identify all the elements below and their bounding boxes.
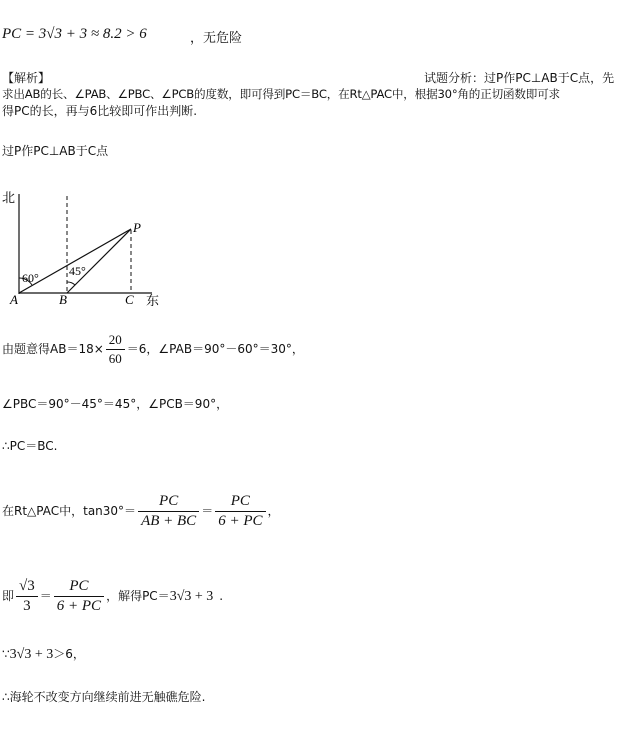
result-formula-text: PC = 3√3 + 3 ≈ 8.2 > 6 <box>2 26 147 42</box>
fraction-den: 60 <box>108 351 122 366</box>
fraction-num: PC <box>54 578 104 597</box>
segment-bp <box>67 229 131 293</box>
fraction-num: √3 <box>16 578 38 597</box>
calc-compare-suffix: ＞6， <box>53 647 85 661</box>
analysis-line-3: 得PC的长，再与6比较即可作出判断. <box>2 104 198 118</box>
conclusion: ∴海轮不改变方向继续前进无触礁危险. <box>2 690 206 704</box>
analysis-lead: 试题分析：过P作PC⊥AB于C点，先 <box>424 71 615 85</box>
calc-ab-prefix: 由题意得AB＝18× <box>2 342 104 356</box>
result-suffix: ，无危险 <box>190 31 243 46</box>
fraction-num: PC <box>138 493 199 512</box>
label-north: 北 <box>2 190 16 205</box>
because-symbol: ∵ <box>2 647 10 661</box>
fraction-20-60 <box>106 332 125 367</box>
geometry-diagram <box>0 180 170 310</box>
equals-sign: ＝ <box>201 504 214 518</box>
label-angle-a: 60° <box>22 271 39 285</box>
calc-compare-value: 3√3 + 3 <box>9 647 54 662</box>
analysis-tag: 【解析】 <box>2 71 51 85</box>
result-formula <box>2 26 147 43</box>
label-c: C <box>125 292 134 307</box>
calc-solve-mid: ，解得PC＝ <box>106 589 170 603</box>
label-b: B <box>59 292 67 307</box>
angle-arc-b <box>67 282 75 285</box>
fraction-pc-6-pc <box>215 493 265 530</box>
label-p: P <box>133 220 141 235</box>
fraction-den: AB + BC <box>141 513 197 529</box>
calc-compare <box>2 645 85 663</box>
calc-pc-eq-bc: ∴PC＝BC. <box>2 439 58 453</box>
fraction-pc-6-pc-2 <box>54 578 104 615</box>
calc-solve <box>2 578 223 615</box>
label-a: A <box>10 292 18 307</box>
fraction-num: PC <box>215 493 265 512</box>
calc-tan-suffix: ， <box>267 504 280 518</box>
equals-sign: ＝ <box>39 589 52 603</box>
calc-tan-prefix: 在Rt△PAC中，tan30°＝ <box>2 504 137 518</box>
calc-angles: ∠PBC＝90°－45°＝45°，∠PCB＝90°， <box>2 397 229 411</box>
calc-solve-value: 3√3 + 3 <box>169 589 214 604</box>
calc-ab <box>2 332 304 367</box>
analysis-line-2: 求出AB的长、∠PAB、∠PBC、∠PCB的度数，即可得到PC＝BC，在Rt△PAC中，根据30°角的正切函数即可求 <box>2 87 560 101</box>
step-intro: 过P作PC⊥AB于C点 <box>2 144 109 158</box>
calc-ab-suffix: ＝6，∠PAB＝90°－60°＝30°， <box>126 342 304 356</box>
fraction-den: 6 + PC <box>218 513 263 529</box>
label-east: 东 <box>146 293 160 308</box>
calc-solve-prefix: 即 <box>2 589 15 603</box>
label-angle-b: 45° <box>69 264 86 278</box>
fraction-num: 20 <box>106 332 125 350</box>
calc-tan <box>2 493 280 530</box>
fraction-den: 3 <box>23 598 31 614</box>
calc-solve-suffix: . <box>219 589 224 603</box>
fraction-pc-ab-bc <box>138 493 199 530</box>
fraction-den: 6 + PC <box>56 598 102 614</box>
fraction-sqrt3-3 <box>16 578 38 615</box>
